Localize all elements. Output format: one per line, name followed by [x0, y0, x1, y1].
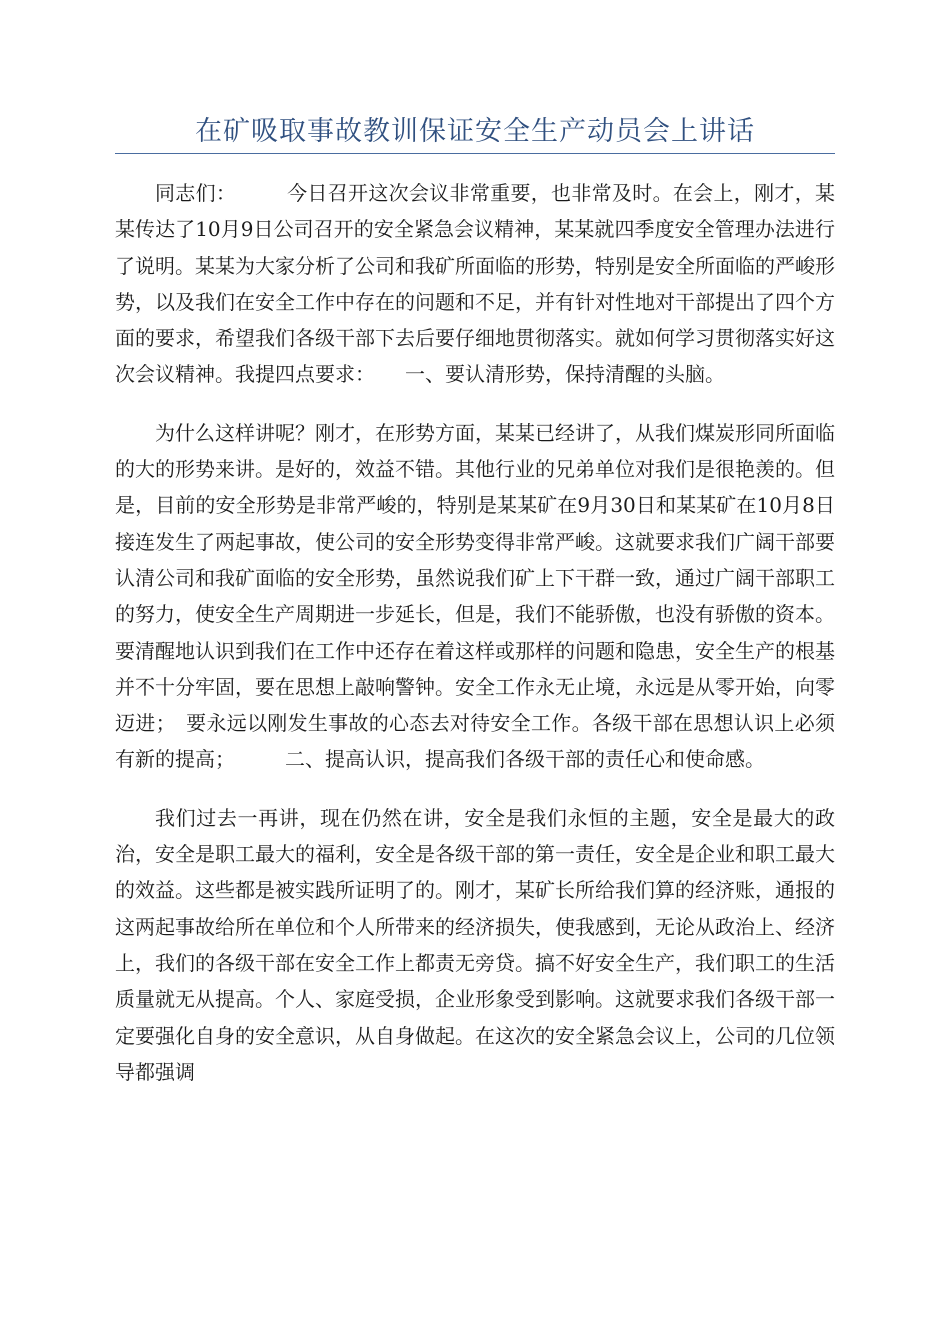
paragraph-1: 同志们： 今日召开这次会议非常重要，也非常及时。在会上，刚才，某某传达了10月9日公司召开的安全紧急会议精神，某某就四季度安全管理办法进行了说明。某某为大家分析了公司和我矿所面临的形势，特别是安全所面临的严峻形势，以及我们在安全工作中存在的问题和不足，并有针对性地对干部提出了四个方面的要求，希望我们各级干部下去后要仔细地贯彻落实。就如何学习贯彻落实好这次会议精神。我提四点要求： 一、要认清形势，保持清醒的头脑。 [115, 181, 835, 387]
paragraph-3: 我们过去一再讲，现在仍然在讲，安全是我们永恒的主题，安全是最大的政治，安全是职工最大的福利，安全是各级干部的第一责任，安全是企业和职工最大的效益。这些都是被实践所证明了的。刚才，某矿长所给我们算的经济账，通报的这两起事故给所在单位和个人所带来的经济损失，使我感到，无论从政治上、经济上，我们的各级干部在安全工作上都责无旁贷。搞不好安全生产，我们职工的生活质量就无从提高。个人、家庭受损，企业形象受到影响。这就要求我们各级干部一定要强化自身的安全意识，从自身做起。在这次的安全紧急会议上，公司的几位领导都强调 [115, 805, 835, 1084]
document-title: 在矿吸取事故教训保证安全生产动员会上讲话 [195, 116, 755, 147]
paragraph-2: 为什么这样讲呢？刚才，在形势方面，某某已经讲了，从我们煤炭形同所面临的大的形势来讲。是好的，效益不错。其他行业的兄弟单位对我们是很艳羡的。但是，目前的安全形势是非常严峻的，特别是某某矿在9月30日和某某矿在10月8日接连发生了两起事故，使公司的安全形势变得非常严峻。这就要求我们广阔干部要认清公司和我矿面临的安全形势，虽然说我们矿上下干群一致，通过广阔干部职工的努力，使安全生产周期进一步延长，但是，我们不能骄傲，也没有骄傲的资本。要清醒地认识到我们在工作中还存在着这样或那样的问题和隐患，安全生产的根基并不十分牢固，要在思想上敲响警钟。安全工作永无止境，永远是从零开始，向零迈进； 要永远以刚发生事故的心态去对待安全工作。各级干部在思想认识上必须有新的提高； 二、提高认识，提高我们各级干部的责任心和使命感。 [115, 420, 835, 772]
title-underline [115, 153, 835, 154]
document-body [115, 175, 835, 1112]
